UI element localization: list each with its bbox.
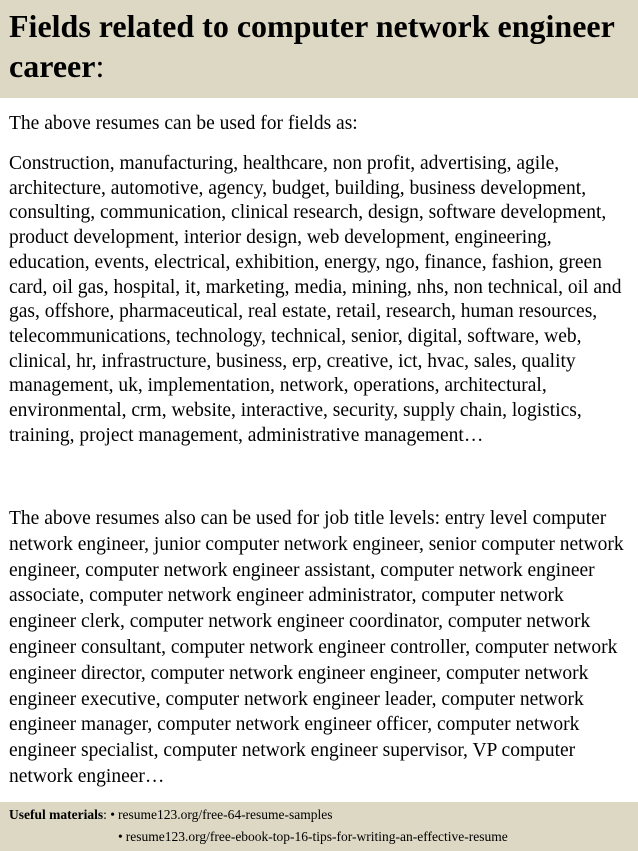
footer-separator: : <box>103 807 107 822</box>
footer-label: Useful materials <box>9 807 104 822</box>
fields-list: Construction, manufacturing, healthcare, non profit, advertising, agile, architecture, automotive, agency, budget, building, business development, consulting, communication, clinical research, design, software development, product development, interior design, web development, engineering, education, events, electrical, exhibition, energy, ngo, finance, fashion, green card, oil gas, hospital, it, marketing, media, mining, nhs, non technical, oil and gas, offshore, pharmaceutical, real estate, retail, research, human resources, telecommunications, technology, technical, senior, digital, software, web, clinical, hr, infrastructure, business, erp, creative, ict, hvac, sales, quality management, uk, implementation, network, operations, architectural, environmental, crm, website, interactive, security, supply chain, logistics, training, project management, administrative management… <box>9 153 622 446</box>
page-title-colon: : <box>95 48 105 84</box>
bullet-icon: • <box>118 829 123 844</box>
job-title-levels: The above resumes also can be used for job title levels: entry level computer network engineer, junior computer network engineer, senior computer network engineer, computer network engineer assistant, computer network engineer associate, computer network engineer administrator, computer network engineer clerk, computer network engineer coordinator, computer network engineer consultant, computer network engineer controller, computer network engineer director, computer network engineer engineer, computer network engineer executive, computer network engineer leader, computer network engineer manager, computer network engineer officer, computer network engineer specialist, computer network engineer supervisor, VP computer network engineer… <box>9 508 624 787</box>
footer-row-2 <box>118 827 508 847</box>
footer-row-1 <box>9 805 333 825</box>
useful-materials-footer <box>0 802 638 851</box>
fields-intro: The above resumes can be used for fields as: <box>9 113 358 134</box>
footer-link-ebook-tips[interactable]: resume123.org/free-ebook-top-16-tips-for-writing-an-effective-resume <box>125 829 508 844</box>
bullet-icon: • <box>110 807 115 822</box>
page-title-text: Fields related to computer network engineer career <box>9 8 615 84</box>
footer-link-resume-samples[interactable]: resume123.org/free-64-resume-samples <box>117 807 333 822</box>
page-title <box>9 6 629 86</box>
title-banner <box>0 0 638 98</box>
